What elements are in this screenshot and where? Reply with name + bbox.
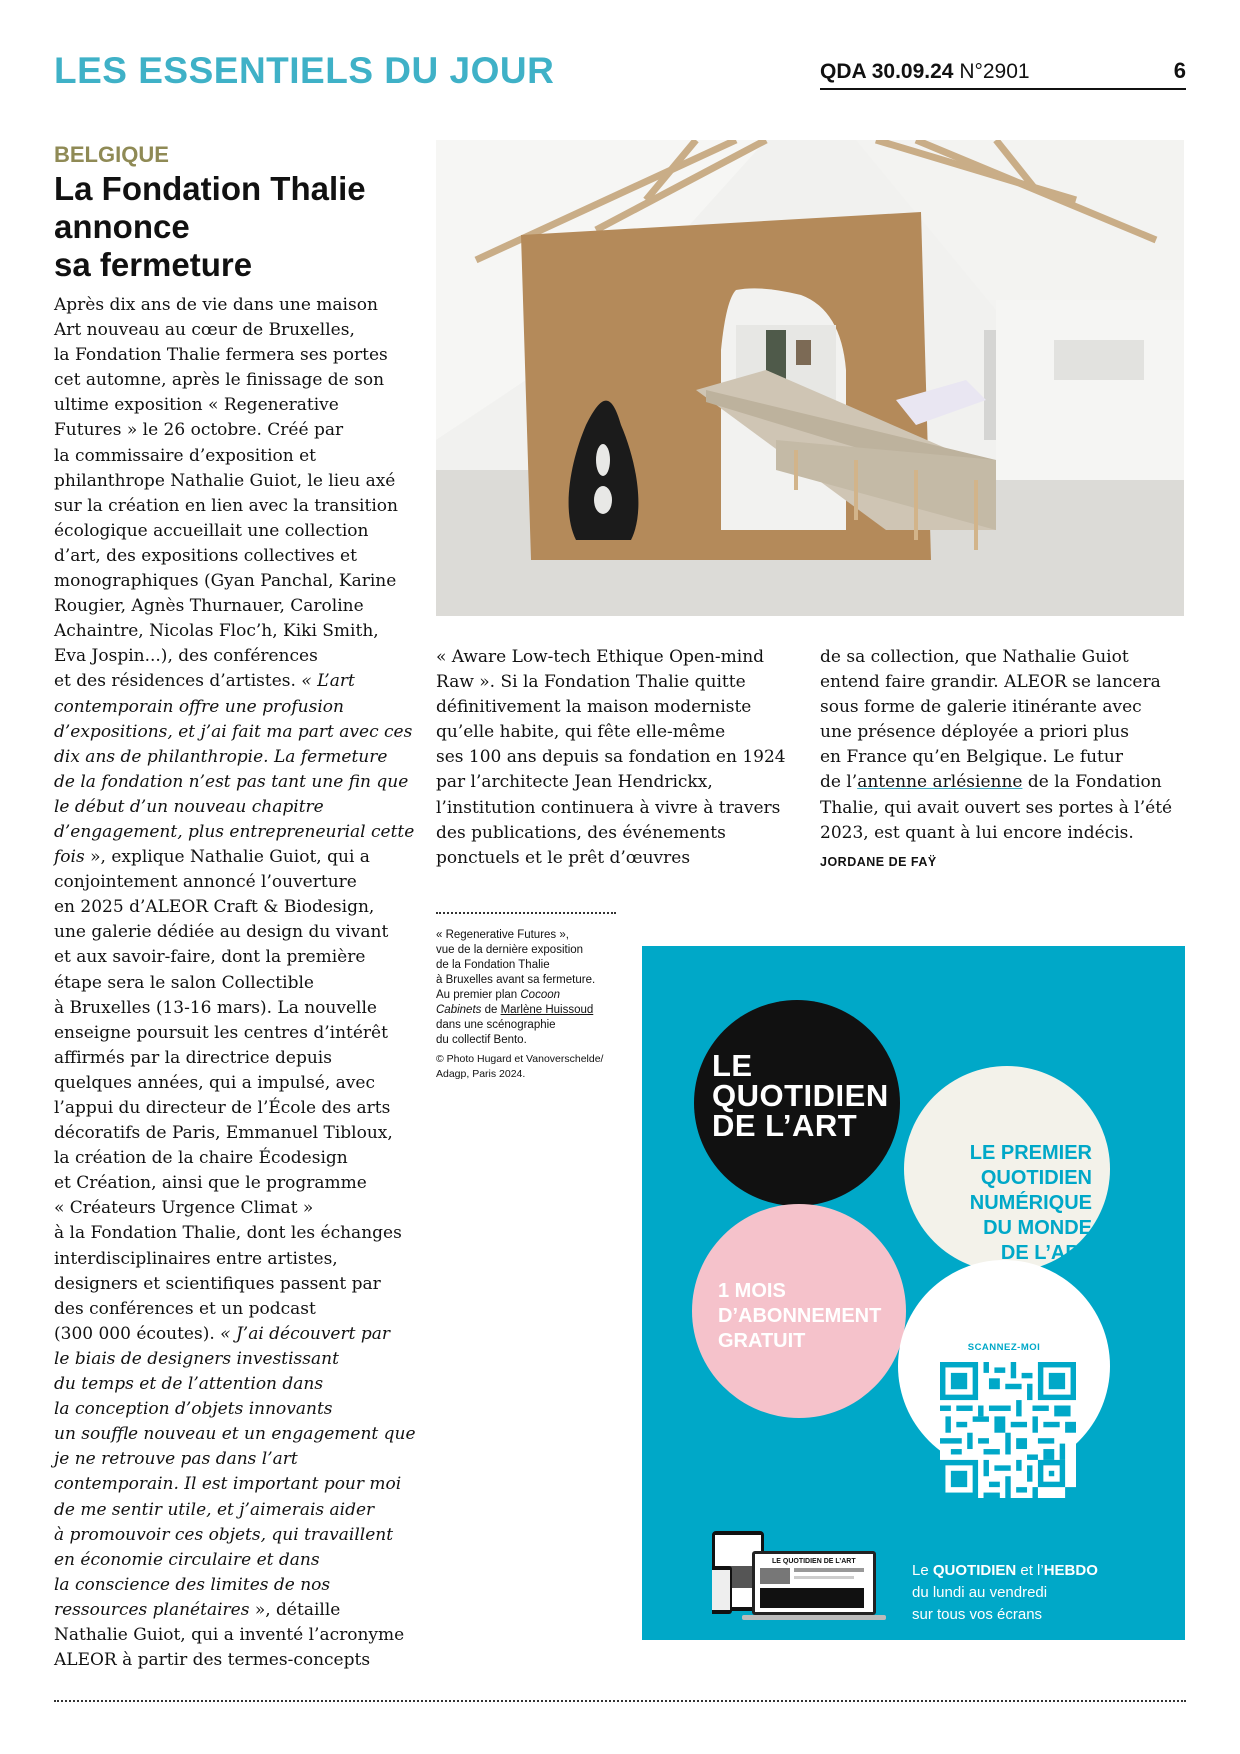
text-line [54,920,416,945]
text-fragment: Adagp, Paris 2024. [436,1068,526,1080]
issue-info [820,60,1030,84]
text-line: sous forme de galerie itinérante avec [820,697,1142,718]
ad-tagline [906,1141,1092,1266]
antenne-link[interactable]: antenne arlésienne [857,772,1023,793]
text-line [54,770,416,795]
text-fragment: (300 000 écoutes). [54,1323,221,1344]
text-fragment: », explique Nathalie Guiot, qui a [84,847,370,868]
scan-label: SCANNEZ-MOI [967,1342,1041,1353]
text-line [54,1272,416,1297]
text-fragment: et aux savoir-faire, dont la première [54,947,366,968]
text-line [54,1021,416,1046]
footer-line [912,1560,1098,1582]
offer-line: 1 MOIS [718,1280,786,1302]
issue-number: N°2901 [959,60,1030,83]
text-line: de sa collection, que Nathalie Guiot [820,647,1129,667]
text-fragment: HEBDO [1043,1562,1098,1579]
text-fragment: enseigne poursuit les centres d’intérêt [54,1022,388,1043]
text-fragment: à la Fondation Thalie, dont les échanges [54,1223,402,1244]
tagline-line: QUOTIDIEN [980,1167,1092,1189]
text-line: Après dix ans de vie dans une maison [54,295,378,315]
text-fragment: conjointement annoncé l’ouverture [54,872,357,893]
tagline-line: NUMÉRIQUE [969,1192,1092,1214]
text-line [54,1196,416,1221]
text-fragment: affirmés par la directrice depuis [54,1047,332,1068]
text-line: monographiques (Gyan Panchal, Karine [54,571,397,592]
text-fragment: d’expositions, et j’ai fait ma part avec ces [54,721,413,742]
text-fragment: de l’ [820,772,858,793]
article-column-1 [54,293,416,1673]
text-fragment: « Créateurs Urgence Climat » [54,1198,314,1219]
bottom-rule [54,1700,1186,1702]
caption-line: de la Fondation Thalie [436,959,550,971]
text-line [54,1221,416,1246]
text-line: en France qu’en Belgique. Le futur [820,747,1123,768]
text-fragment: en 2025 d’ALEOR Craft & Biodesign, [54,897,375,918]
text-line: l’institution continuera à vivre à travers [436,797,781,818]
text-line [54,1347,416,1372]
text-line: par l’architecte Jean Hendrickx, [436,772,713,793]
text-fragment: Le [912,1562,933,1579]
text-fragment: une galerie dédiée au design du vivant [54,922,389,943]
text-fragment: d’engagement, plus entrepreneurial cette [54,821,415,842]
text-line [54,1573,416,1598]
artist-link[interactable]: Marlène Huissoud [500,1004,594,1016]
text-line [54,1297,416,1322]
text-line: écologique accueillait une collection [54,520,369,541]
text-fragment: l’appui du directeur de l’École des arts [54,1098,391,1118]
text-line [54,845,416,870]
text-line [54,1472,416,1497]
text-line [54,1146,416,1171]
text-line: Futures » le 26 octobre. Créé par [54,420,344,441]
text-line: Eva Jospin...), des conférences [54,646,318,667]
kicker: BELGIQUE [54,142,169,167]
text-line [54,870,416,895]
text-fragment: fois [54,847,85,868]
text-fragment: le biais de designers investissant [54,1348,339,1369]
text-line: des publications, des événements [436,822,726,843]
text-line [54,1648,416,1673]
text-line: Achaintre, Nicolas Floc’h, Kiki Smith, [54,621,379,642]
text-fragment: QUOTIDIEN [932,1562,1017,1579]
text-fragment: je ne retrouve pas dans l’art [54,1449,298,1470]
text-fragment: et l’ [1016,1562,1044,1579]
text-line: Thalie, qui avait ouvert ses portes à l’été [820,797,1173,818]
text-line [54,1096,416,1121]
text-line: d’art, des expositions collectives et [54,545,357,566]
text-line: 2023, est quant à lui encore indécis. [820,822,1134,843]
subscription-ad[interactable] [642,946,1185,1640]
article-column-3 [820,645,1186,846]
article-column-2 [436,645,806,871]
text-line: une présence déployée a priori plus [820,722,1129,743]
text-line [54,1447,416,1472]
text-line [54,745,416,770]
text-line: ponctuels et le prêt d’œuvres [436,847,691,868]
text-fragment: le début d’un nouveau chapitre [54,796,324,817]
text-line: entend faire grandir. ALEOR se lancera [820,672,1161,693]
headline-line: sa fermeture [54,246,253,283]
text-line: définitivement la maison moderniste [436,697,752,718]
exhibition-photo [436,140,1184,616]
caption-line: « Regenerative Futures », [436,929,569,941]
brand-line: QUOTIDIEN [712,1078,889,1113]
text-line [54,1247,416,1272]
text-fragment: de [481,1004,501,1016]
text-line [54,1623,416,1648]
text-fragment: de la Fondation [1022,772,1162,793]
devices-illustration-icon [712,1526,892,1626]
caption-line: à Bruxelles avant sa fermeture. [436,974,596,986]
text-line: philanthrope Nathalie Guiot, le lieu axé [54,470,396,491]
headline [54,170,434,284]
tagline-line: LE PREMIER [969,1142,1092,1164]
text-fragment: du temps et de l’attention dans [54,1374,324,1395]
text-fragment: étape sera le salon Collectible [54,972,314,993]
text-fragment: à Bruxelles (13-16 mars). La nouvelle [54,997,377,1018]
text-line: ses 100 ans depuis sa fondation en 1924 [436,747,786,768]
text-fragment: Au premier plan [436,989,521,1001]
text-line [54,1598,416,1623]
caption-line [436,1003,616,1018]
ad-footer [912,1560,1098,1626]
text-fragment: Nathalie Guiot, qui a inventé l’acronyme [54,1624,405,1645]
text-line [54,820,416,845]
text-line [54,1523,416,1548]
text-fragment: interdisciplinaires entre artistes, [54,1248,338,1269]
text-fragment: et Création, ainsi que le programme [54,1173,367,1194]
text-fragment: et des résidences d’artistes. [54,671,302,692]
caption-rule [436,912,616,914]
text-line: Raw ». Si la Fondation Thalie quitte [436,672,746,693]
text-line [54,1171,416,1196]
col3-end-lines [820,796,1186,846]
text-fragment: designers et scientifiques passent par [54,1273,381,1294]
text-line [54,1498,416,1523]
page-number: 6 [1173,58,1186,83]
text-fragment: dix ans de philanthropie. La fermeture [54,746,388,767]
text-line [54,1422,416,1447]
text-fragment: Cabinets [436,1004,482,1016]
text-line: la Fondation Thalie fermera ses portes [54,345,388,366]
text-line [54,695,416,720]
text-line [54,669,416,694]
text-line [54,1121,416,1146]
header-rule [820,88,1186,90]
text-fragment: ALEOR à partir des termes-concepts [54,1650,371,1671]
tagline-line: DU MONDE [983,1217,1092,1239]
caption-line: du collectif Bento. [436,1034,527,1046]
headline-line: La Fondation Thalie [54,170,366,207]
text-fragment: », détaille [249,1599,341,1620]
text-fragment: la création de la chaire Écodesign [54,1148,348,1169]
text-fragment: contemporain offre une profusion [54,696,344,717]
text-line: « Aware Low-tech Ethique Open-mind [436,647,765,667]
text-line [54,795,416,820]
device-title: LE QUOTIDIEN DE L’ART [772,1558,856,1565]
footer-line: du lundi au vendredi [912,1584,1048,1601]
text-fragment: de la fondation n’est pas tant une fin que [54,771,409,792]
text-line [54,720,416,745]
text-fragment: contemporain. Il est important pour moi [54,1474,402,1495]
tagline-line: DE L’ART [1000,1242,1092,1264]
byline: JORDANE DE FAŸ [820,855,937,869]
text-fragment: « J’ai découvert par [220,1323,390,1344]
text-line: Art nouveau au cœur de Bruxelles, [54,320,355,341]
text-fragment: la conscience des limites de nos [54,1574,331,1595]
text-fragment: quelques années, qui a impulsé, avec [54,1072,375,1093]
text-line [54,971,416,996]
text-fragment: des conférences et un podcast [54,1298,316,1319]
text-line [54,1046,416,1071]
text-line: Rougier, Agnès Thurnauer, Caroline [54,596,364,617]
offer-line: GRATUIT [718,1330,806,1352]
text-fragment: © Photo Hugard et Vanoverschelde/ [436,1053,604,1065]
text-line: qu’elle habite, qui fête elle-même [436,722,726,743]
text-fragment: ressources planétaires [54,1599,250,1620]
text-line [54,1548,416,1573]
text-fragment: à promouvoir ces objets, qui travaillent [54,1524,394,1545]
qr-code-icon[interactable] [940,1362,1076,1498]
text-line [820,770,1186,795]
text-line [54,1071,416,1096]
caption-line: vue de la dernière exposition [436,944,584,956]
text-line [54,996,416,1021]
headline-line: annonce [54,208,190,245]
text-line: ultime exposition « Regenerative [54,395,339,416]
offer-line: D’ABONNEMENT [718,1305,882,1327]
photo-caption [436,928,616,1082]
text-fragment: la conception d’objets innovants [54,1399,333,1420]
text-line [54,895,416,920]
issue-date: QDA 30.09.24 [820,60,954,83]
caption-line [436,988,616,1003]
brand-line: LE [712,1048,753,1083]
photo-credit [436,1052,616,1082]
text-line [54,1372,416,1397]
ad-brand [712,1048,889,1143]
text-line [54,1322,416,1347]
text-line: sur la création en lien avec la transition [54,495,398,516]
caption-line: dans une scénographie [436,1019,556,1031]
text-fragment: décoratifs de Paris, Emmanuel Tibloux, [54,1123,393,1144]
section-title: LES ESSENTIELS DU JOUR [54,50,555,91]
text-line: la commissaire d’exposition et [54,445,316,466]
text-line: cet automne, après le finissage de son [54,370,385,391]
col3-lines [820,645,1186,770]
footer-line: sur tous vos écrans [912,1606,1043,1623]
text-fragment: « L’art [301,671,355,692]
text-line [54,945,416,970]
text-fragment: un souffle nouveau et un engagement que [54,1424,416,1445]
brand-line: DE L’ART [712,1108,858,1143]
text-line [54,1397,416,1422]
text-fragment: en économie circulaire et dans [54,1549,320,1570]
ad-offer [718,1279,881,1354]
text-fragment: Cocoon [520,989,561,1001]
text-fragment: de me sentir utile, et j’aimerais aider [54,1499,375,1520]
